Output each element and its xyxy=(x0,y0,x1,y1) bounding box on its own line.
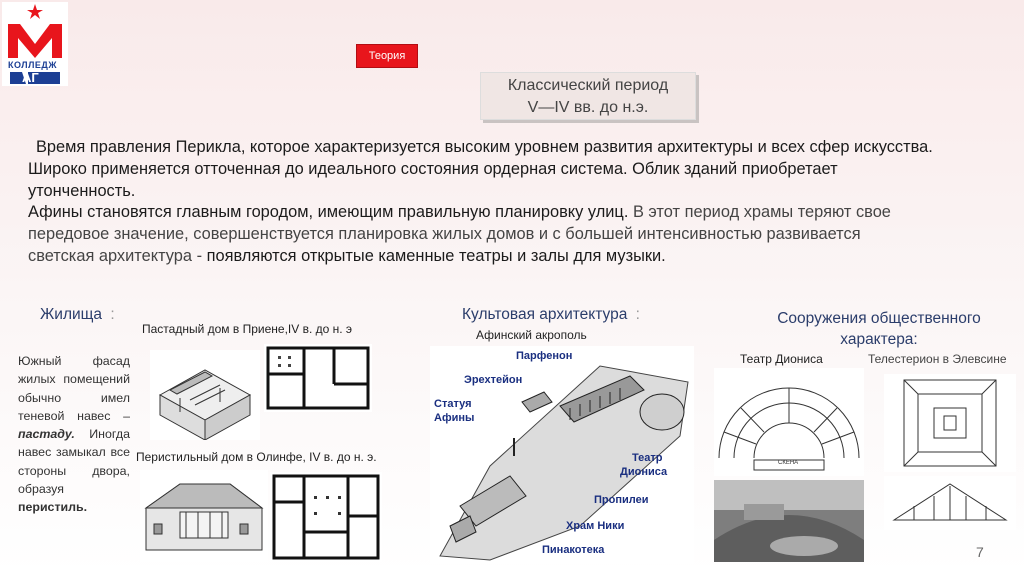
public-title-line2: характера: xyxy=(840,331,918,348)
logo-text-kolledzh: КОЛЛЕДЖ xyxy=(8,60,57,70)
label-propylaea: Пропилеи xyxy=(594,494,649,506)
label-theatre-1: Театр xyxy=(632,452,663,464)
label-parthenon: Парфенон xyxy=(516,350,573,362)
public-title-line1: Сооружения общественного xyxy=(777,310,981,327)
house-axonometric-icon xyxy=(150,350,260,440)
cult-architecture-title xyxy=(462,306,640,324)
label-statue-2: Афины xyxy=(434,412,475,424)
pastad-house-plan xyxy=(264,344,372,412)
period-dates: V—IV вв. до н.э. xyxy=(527,99,649,116)
dionysus-theatre-caption: Театр Диониса xyxy=(740,352,823,366)
acropolis-illustration xyxy=(430,346,694,564)
temple-section-icon xyxy=(884,476,1016,530)
cult-colon: : xyxy=(635,306,640,323)
intro-temples-sentence: В этот период храмы теряют свое xyxy=(628,203,891,222)
page-number: 7 xyxy=(976,544,984,560)
label-statue-1: Статуя xyxy=(434,398,472,410)
dwellings-colon: : xyxy=(110,306,115,323)
dwellings-desc-pastada: пастаду. xyxy=(18,427,75,442)
telesterion-plan xyxy=(884,374,1016,472)
telesterion-section xyxy=(884,476,1016,530)
house-axonometric-icon xyxy=(140,470,268,562)
dwellings-description xyxy=(18,352,130,517)
theory-tag: Теория xyxy=(356,44,418,68)
college-logo xyxy=(2,2,68,86)
intro-line-2: Широко применяется отточенная до идеального состояния ордерная система. Облик зданий приобретает xyxy=(28,159,838,178)
pastad-house-caption: Пастадный дом в Приене,IV в. до н. э xyxy=(142,322,353,336)
dwellings-desc-part2: Иногда навес замыкал все стороны двора, образуя xyxy=(18,427,130,497)
intro-line-5: передовое значение, совершенствуется планировка жилых домов и с большей интенсивностью развивается xyxy=(28,225,861,244)
dwellings-title xyxy=(40,306,115,324)
cult-title-text: Культовая архитектура xyxy=(462,306,628,323)
intro-paragraph xyxy=(28,137,1008,268)
floor-plan-icon xyxy=(270,472,382,562)
dwellings-desc-part1: Южный фасад жилых помещений обычно имел теневой навес – xyxy=(18,354,130,423)
peristyle-house-caption: Перистильный дом в Олинфе, IV в. до н. э. xyxy=(136,450,377,464)
floor-plan-icon xyxy=(264,344,372,412)
period-box xyxy=(480,72,696,120)
skene-label: СКЕНА xyxy=(778,460,799,466)
acropolis-caption: Афинский акрополь xyxy=(476,328,587,342)
label-pinakotheke: Пинакотека xyxy=(542,544,605,556)
pastad-house-drawing xyxy=(150,350,260,440)
intro-line-1: Время правления Перикла, которое характеризуется высоким уровнем развития архитектуры и всех сфер искусства. xyxy=(36,138,933,156)
dionysus-theatre-photo xyxy=(714,480,864,562)
period-title: Классический период xyxy=(507,77,669,94)
public-buildings-title xyxy=(760,308,998,350)
theatre-photo-icon xyxy=(714,480,864,562)
intro-line-3: утонченность. xyxy=(28,181,136,200)
dwellings-title-text: Жилища xyxy=(40,306,103,323)
peristyle-house-plan xyxy=(270,472,382,562)
peristyle-house-drawing xyxy=(140,470,268,562)
intro-theatres-text: появляются открытые каменные театры и залы для музыки. xyxy=(206,246,666,265)
label-nike-temple: Храм Ники xyxy=(566,520,625,532)
temple-plan-icon xyxy=(884,374,1016,472)
dionysus-theatre-plan xyxy=(714,368,864,476)
dwellings-desc-peristyle: перистиль. xyxy=(18,500,88,515)
intro-secular-text: светская архитектура - xyxy=(28,246,207,265)
label-erechtheion: Эрехтейон xyxy=(464,374,523,386)
intro-line-4 xyxy=(28,202,1008,224)
label-theatre-2: Диониса xyxy=(620,466,668,478)
intro-line-6 xyxy=(28,246,1008,268)
telesterion-caption: Телестерион в Элевсине xyxy=(868,352,1007,366)
intro-athens-sentence: Афины становятся главным городом, имеющим правильную планировку улиц. xyxy=(28,203,629,222)
logo-text-ag: АГ xyxy=(22,70,39,85)
